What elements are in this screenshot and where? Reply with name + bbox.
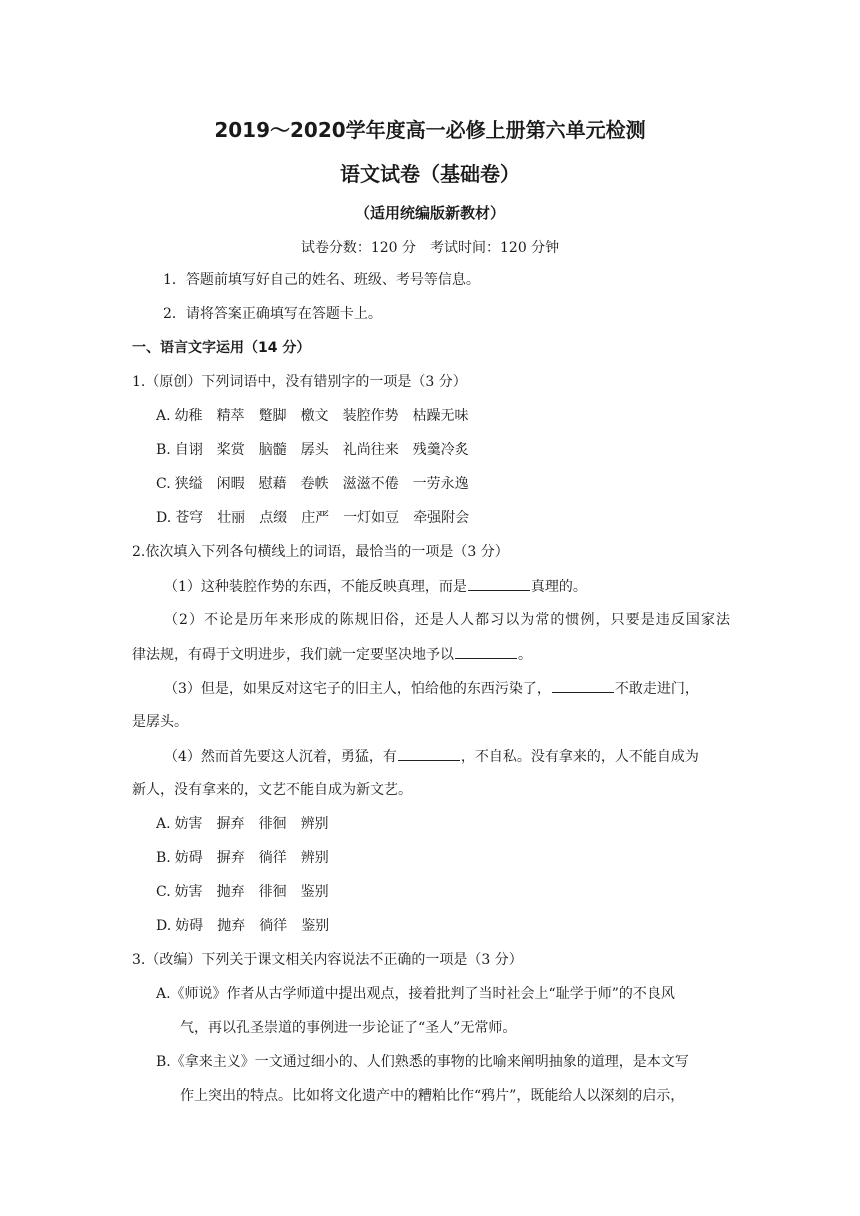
option-word: 摒弃 (216, 850, 245, 866)
option-word: 徘徊 (258, 884, 287, 900)
option-word: 慰藉 (258, 476, 287, 492)
option-word: 枯躁无味 (412, 408, 469, 424)
option-word: 抛弃 (216, 884, 245, 900)
q2-option-d (156, 916, 343, 936)
q1-option-d (156, 508, 483, 528)
option-label: B. (156, 850, 171, 866)
section-heading: 一、语言文字运用（14 分） (132, 340, 311, 356)
option-word: 脑髓 (258, 442, 287, 458)
exam-title: 2019～2020学年度高一必修上册第六单元检测 (214, 118, 646, 142)
option-label: A. (156, 816, 171, 832)
q1-option-b (156, 440, 483, 460)
option-word: 狭缢 (174, 476, 203, 492)
q2-option-b (156, 848, 343, 868)
q2-sentence-2-line2 (132, 644, 532, 665)
edition-note: （适用统编版新教材） (354, 204, 505, 222)
option-word: 牵强附会 (413, 510, 470, 526)
q2-option-c (156, 882, 343, 902)
fill-blank (552, 678, 614, 693)
fill-blank (468, 576, 530, 591)
q2-sentence-3-line2: 是孱头。 (132, 714, 188, 730)
exam-info: 试卷分数：120 分 考试时间：120 分钟 (300, 240, 560, 256)
q1-option-c (156, 474, 483, 494)
sentence-text: 不敢走进门， (614, 681, 699, 697)
exam-subtitle: 语文试卷（基础卷） (340, 162, 520, 186)
option-word: 一劳永逸 (412, 476, 469, 492)
option-word: 妨碍 (174, 850, 203, 866)
option-word: 妨碍 (175, 918, 204, 934)
question-3-stem: 3.（改编）下列关于课文相关内容说法不正确的一项是（3 分） (132, 952, 523, 968)
sentence-text: 。 (518, 647, 532, 663)
option-word: 徜徉 (258, 850, 287, 866)
option-word: 徜徉 (259, 918, 288, 934)
fill-blank (455, 644, 517, 659)
option-word: 孱头 (300, 442, 329, 458)
option-label: D. (156, 510, 172, 526)
option-word: 抛弃 (217, 918, 246, 934)
sentence-text: （1）这种装腔作势的东西，不能反映真理，而是 (164, 579, 467, 595)
option-word: 鉴别 (300, 884, 329, 900)
option-label: D. (156, 918, 172, 934)
sentence-text: （4）然而首先要这人沉着，勇猛，有 (164, 749, 397, 765)
sentence-text: （3）但是，如果反对这宅子的旧主人，怕给他的东西污染了， (164, 681, 551, 697)
option-word: 妨害 (174, 816, 203, 832)
fill-blank (398, 746, 460, 761)
instruction-2: 2．请将答案正确填写在答题卡上。 (163, 306, 382, 322)
q2-sentence-3 (164, 678, 699, 699)
q2-option-a (156, 814, 343, 834)
option-word: 滋滋不倦 (342, 476, 399, 492)
option-word: 鉴别 (301, 918, 330, 934)
option-word: 一灯如豆 (343, 510, 400, 526)
option-word: 壮丽 (217, 510, 246, 526)
option-label: C. (156, 884, 171, 900)
option-word: 闲暇 (216, 476, 245, 492)
option-word: 精萃 (216, 408, 245, 424)
option-word: 辨别 (300, 850, 329, 866)
option-word: 蹩脚 (258, 408, 287, 424)
option-word: 妨害 (174, 884, 203, 900)
option-word: 礼尚往来 (342, 442, 399, 458)
option-word: 自诩 (174, 442, 203, 458)
option-word: 桨赏 (216, 442, 245, 458)
question-2-stem: 2.依次填入下列各句横线上的词语，最恰当的一项是（3 分） (132, 544, 509, 560)
option-label: B. (156, 442, 171, 458)
sentence-text: 律法规，有碍于文明进步，我们就一定要坚决地予以 (132, 647, 454, 663)
option-word: 点缀 (259, 510, 288, 526)
option-word: 檄文 (300, 408, 329, 424)
q3-option-a-line1: A.《师说》作者从古学师道中提出观点，接着批判了当时社会上“耻学于师”的不良风 (156, 986, 675, 1002)
q2-sentence-4-line2: 新人，没有拿来的，文艺不能自成为新文艺。 (132, 782, 412, 798)
option-word: 徘徊 (258, 816, 287, 832)
option-label: A. (156, 408, 171, 424)
sentence-text: ，不自私。没有拿来的，人不能自成为 (460, 749, 699, 765)
option-word: 辨别 (300, 816, 329, 832)
q3-option-a-line2: 气，再以孔圣崇道的事例进一步论证了“圣人”无常师。 (180, 1020, 517, 1036)
option-word: 摒弃 (216, 816, 245, 832)
option-word: 卷帙 (300, 476, 329, 492)
option-word: 装腔作势 (342, 408, 399, 424)
sentence-text: 真理的。 (530, 579, 587, 595)
option-word: 苍穹 (175, 510, 204, 526)
q1-option-a (156, 406, 483, 426)
question-1-stem: 1.（原创）下列词语中，没有错别字的一项是（3 分） (132, 374, 467, 390)
q2-sentence-2-line1: （2）不论是历年来形成的陈规旧俗，还是人人都习以为常的惯例，只要是违反国家法 (164, 612, 730, 628)
instruction-1: 1．答题前填写好自己的姓名、班级、考号等信息。 (163, 272, 480, 288)
q3-option-b-line1: B.《拿来主义》一文通过细小的、人们熟悉的事物的比喻来阐明抽象的道理，是本文写 (156, 1054, 689, 1070)
q2-sentence-1 (164, 576, 587, 597)
option-word: 庄严 (301, 510, 330, 526)
q3-option-b-line2: 作上突出的特点。比如将文化遗产中的糟粕比作“鸦片”，既能给人以深刻的启示， (180, 1088, 685, 1104)
option-word: 幼稚 (174, 408, 203, 424)
option-word: 残羹冷炙 (412, 442, 469, 458)
option-label: C. (156, 476, 171, 492)
q2-sentence-4 (164, 746, 699, 767)
